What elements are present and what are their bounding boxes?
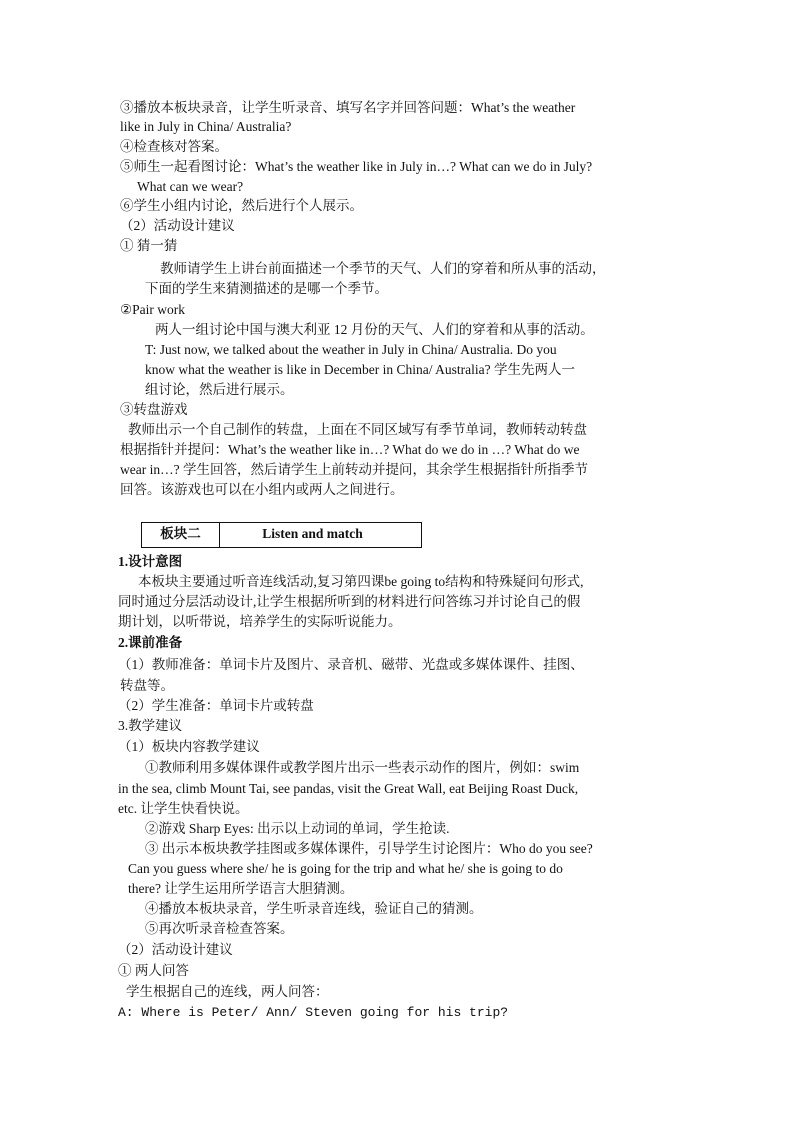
step-2-sharp-eyes: ②游戏 Sharp Eyes: 出示以上动词的单词，学生抢读. xyxy=(145,821,450,836)
activity-spinner-desc: 教师出示一个自己制作的转盘，上面在不同区域写有季节单词，教师转动转盘 xyxy=(128,422,587,437)
activity-suggestion-heading: （2）活动设计建议 xyxy=(120,218,235,233)
step-3-question-cont: like in July in China/ Australia? xyxy=(120,119,292,134)
activity-guess-desc: 教师请学生上讲台前面描述一个季节的天气、人们的穿着和所从事的活动， xyxy=(160,261,606,276)
step-4-check-answers: ④检查核对答案。 xyxy=(120,139,228,154)
step-6-group-discussion: ⑥学生小组内讨论，然后进行个人展示。 xyxy=(120,198,363,213)
teacher-preparation-cont: 转盘等。 xyxy=(120,678,174,693)
section-title: Listen and match xyxy=(262,526,363,541)
step-5-discussion-cont: What can we wear? xyxy=(137,179,244,194)
section-label: 板块二 xyxy=(142,523,220,547)
design-intent-desc: 本板块主要通过听音连线活动,复习第四课be going to结构和特殊疑问句形式, xyxy=(138,574,584,589)
pair-qa-question-a: A: Where is Peter/ Ann/ Steven going for his trip? xyxy=(118,1005,509,1020)
activity-suggestion-heading-2: （2）活动设计建议 xyxy=(118,942,233,957)
step-3-show-wallchart-end: there? 让学生运用所学语言大胆猜测。 xyxy=(128,881,354,896)
content-suggestion-heading: （1）板块内容教学建议 xyxy=(118,739,260,754)
pair-work-teacher-line-end: 组讨论，然后进行展示。 xyxy=(145,382,294,397)
activity-guess-heading: ① 猜一猜 xyxy=(120,238,178,253)
teacher-preparation: （1）教师准备：单词卡片及图片、录音机、磁带、光盘或多媒体课件、挂图、 xyxy=(118,657,584,672)
step-1-show-pictures-cont: in the sea, climb Mount Tai, see pandas, visit the Great Wall, eat Beijing Roast Duck, xyxy=(118,781,579,796)
activity-pair-work-heading: ②Pair work xyxy=(120,302,185,317)
step-5-discussion: ⑤师生一起看图讨论：What’s the weather like in July in…? What can we do in July? xyxy=(120,159,593,174)
pair-work-teacher-line: T: Just now, we talked about the weather in July in China/ Australia. Do you xyxy=(145,342,557,357)
step-3-show-wallchart-cont: Can you guess where she/ he is going for the trip and what he/ she is going to do xyxy=(128,861,563,876)
step-3-play-recording: ③播放本板块录音，让学生听录音、填写名字并回答问题：What’s the weather xyxy=(120,100,576,115)
activity-pair-qa-desc: 学生根据自己的连线，两人问答： xyxy=(126,984,329,999)
activity-spinner-desc-4: 回答。该游戏也可以在小组内或两人之间进行。 xyxy=(120,482,404,497)
activity-pair-qa-heading: ① 两人问答 xyxy=(118,963,189,978)
preparation-heading: 2.课前准备 xyxy=(118,635,183,650)
step-1-show-pictures: ①教师利用多媒体课件或教学图片出示一些表示动作的图片，例如：swim xyxy=(145,760,580,775)
section-two-table xyxy=(141,522,422,548)
step-4-play-recording: ④播放本板块录音，学生听录音连线，验证自己的猜测。 xyxy=(145,901,483,916)
step-1-show-pictures-end: etc. 让学生快看快说。 xyxy=(118,801,249,816)
activity-pair-work-desc: 两人一组讨论中国与澳大利亚 12 月份的天气、人们的穿着和从事的活动。 xyxy=(155,322,594,337)
activity-spinner-desc-2: 根据指针并提问：What’s the weather like in…? What do we do in …? What do we xyxy=(120,442,580,457)
pair-work-teacher-line-cont: know what the weather is like in December in China/ Australia? 学生先两人一 xyxy=(145,362,576,377)
student-preparation: （2）学生准备：单词卡片或转盘 xyxy=(118,698,314,713)
activity-spinner-desc-3: wear in…? 学生回答，然后请学生上前转动并提问，其余学生根据指针所指季节 xyxy=(120,462,588,477)
design-intent-desc-3: 期计划，以听带说，培养学生的实际听说能力。 xyxy=(118,614,402,629)
design-intent-heading: 1.设计意图 xyxy=(118,554,183,569)
step-5-listen-again: ⑤再次听录音检查答案。 xyxy=(145,921,294,936)
activity-guess-desc-cont: 下面的学生来猜测描述的是哪一个季节。 xyxy=(145,281,388,296)
teaching-suggestion-heading: 3.教学建议 xyxy=(118,718,183,733)
design-intent-desc-2: 同时通过分层活动设计,让学生根据所听到的材料进行问答练习并讨论自己的假 xyxy=(118,594,581,609)
step-3-show-wallchart: ③ 出示本板块教学挂图或多媒体课件，引导学生讨论图片：Who do you see? xyxy=(145,841,593,856)
activity-spinner-heading: ③转盘游戏 xyxy=(120,402,188,417)
